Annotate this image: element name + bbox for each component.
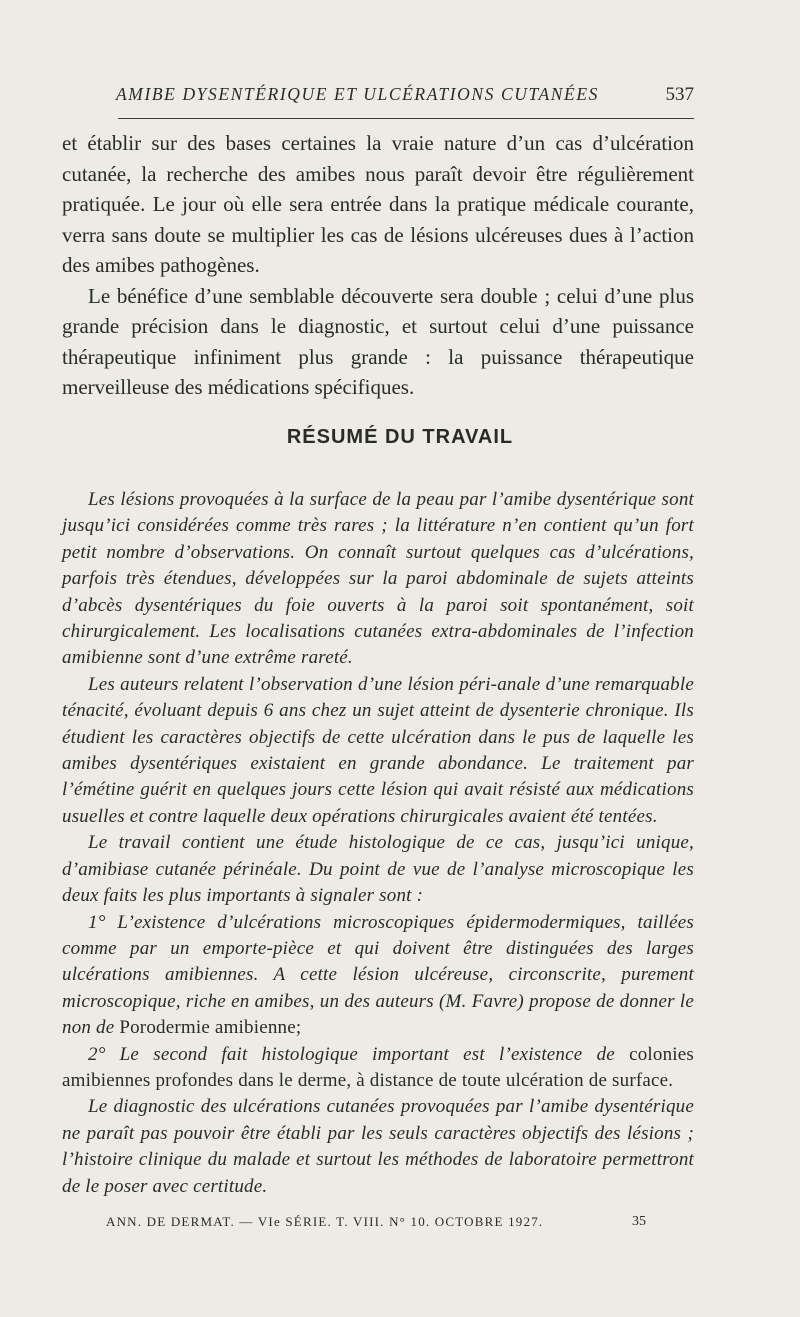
summary-text <box>62 487 694 1200</box>
running-title: AMIBE DYSENTÉRIQUE ET ULCÉRATIONS CUTANÉES <box>116 84 599 104</box>
summary-paragraph-5-italic: 2° Le second fait histologique important est l’existence de <box>88 1043 615 1065</box>
summary-paragraph-2: Les auteurs relatent l’observation d’une lésion péri-anale d’une remarquable ténacité, évoluant depuis 6 ans chez un sujet atteint de dysenterie chronique. Ils étudient les caractères objectifs de cette ulcération dans le pus de laquelle les amibes dysentériques existaient en grande abondance. Le traitement par l’émétine guérit en quelques jours cette lésion qui avait résisté aux médications usuelles et contre laquelle deux opérations chirurgicales avaient été tentées. <box>62 673 694 827</box>
intro-text <box>62 128 694 403</box>
summary-paragraph-6: Le diagnostic des ulcérations cutanées provoquées par l’amibe dysentérique ne paraît pas pouvoir être établi par les seuls caractères objectifs des lésions ; l’histoire clinique du malade et surtout les méthodes de laboratoire permettront de le poser avec certitude. <box>62 1096 694 1197</box>
page-number: 537 <box>665 84 694 105</box>
summary-paragraph-3: Le travail contient une étude histologique de ce cas, jusqu’ici unique, d’amibiase cutanée périnéale. Du point de vue de l’analyse microscopique les deux faits les plus importants à signaler sont : <box>62 832 694 907</box>
intro-paragraph-1: et établir sur des bases certaines la vraie nature d’un cas d’ulcération cutanée, la recherche des amibes nous paraît devoir être régulièrement pratiquée. Le jour où elle sera entrée dans la pratique médicale courante, verra sans doute se multiplier les cas de lésions ulcéreuses dues à l’action des amibes pathogènes. <box>62 131 694 277</box>
summary-paragraph-4-roman: Porodermie amibienne; <box>114 1017 302 1039</box>
header-rule <box>118 118 694 119</box>
summary-paragraph-5 <box>62 1042 694 1095</box>
intro-paragraph-2: Le bénéfice d’une semblable découverte sera double ; celui d’une plus grande précision dans le diagnostic, et surtout celui d’une puissance thérapeutique infiniment plus grande : la puissance thérapeutique merveilleuse des médications spécifiques. <box>62 283 694 399</box>
summary-paragraph-4-italic: 1° L’existence d’ulcérations microscopiques épidermodermiques, taillées comme par un emporte-pièce et qui doivent être distinguées des larges ulcérations amibiennes. A cette lésion ulcéreuse, circonscrite, purement microscopique, riche en amibes, un des auteurs (M. Favre) propose de donner le non de <box>62 911 694 1039</box>
footer-sheet-number: 35 <box>632 1214 646 1229</box>
section-title: RÉSUMÉ DU TRAVAIL <box>286 426 514 448</box>
summary-paragraph-4 <box>62 910 694 1042</box>
footer-citation: ANN. DE DERMAT. — VIe SÉRIE. T. VIII. N° 10. OCTOBRE 1927. <box>106 1214 544 1229</box>
running-header <box>62 80 694 110</box>
summary-paragraph-5-roman: colonies amibiennes profondes dans le derme, à distance de toute ulcération de surface. <box>62 1043 694 1091</box>
summary-paragraph-1: Les lésions provoquées à la surface de la peau par l’amibe dysentérique sont jusqu’ici considérées comme très rares ; la littérature n’en contient qu’un fort petit nombre d’observations. On connaît surtout quelques cas d’ulcérations, parfois très étendues, développées sur la paroi abdominale de sujets atteints d’abcès dysentériques du foie ouverts à la paroi soit spontanément, soit chirurgicalement. Les localisations cutanées extra-abdominales de l’infection amibienne sont d’une extrême rareté. <box>62 489 694 669</box>
